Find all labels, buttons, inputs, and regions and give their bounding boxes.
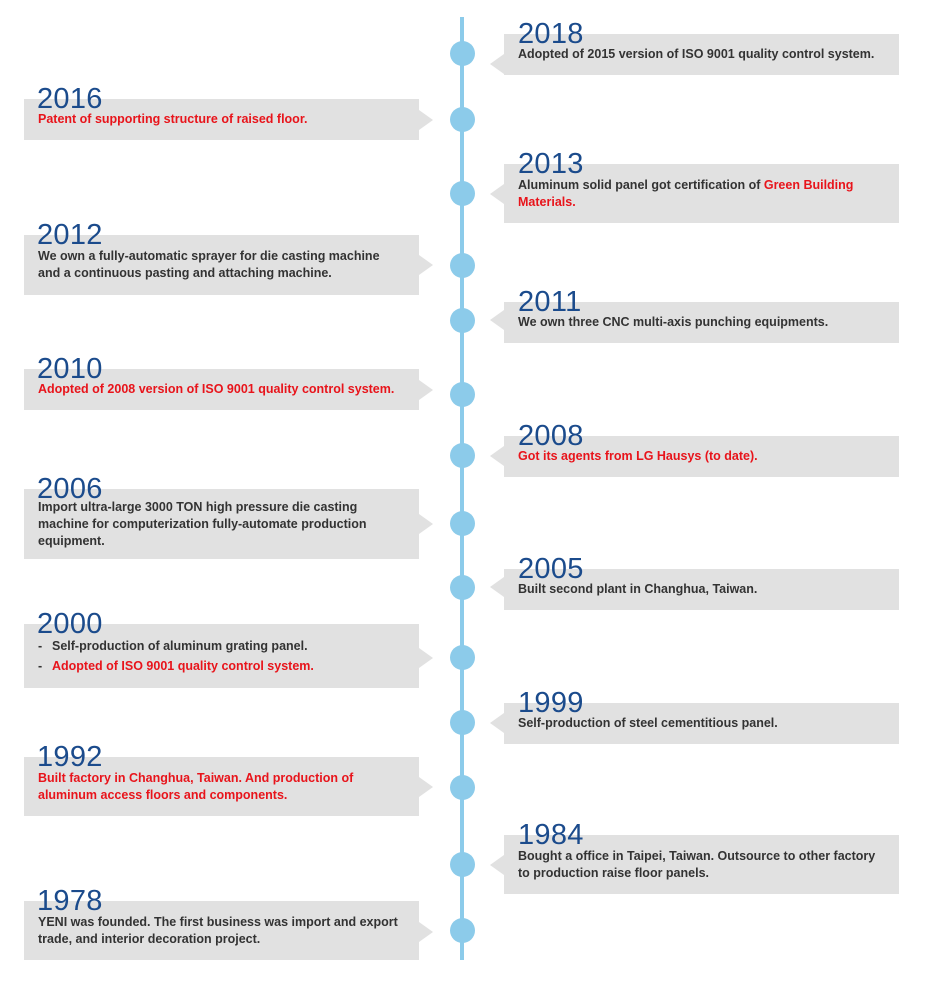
entry-pointer <box>419 380 433 400</box>
entry-pointer <box>490 310 504 330</box>
entry-year: 1978 <box>37 885 103 917</box>
entry-description-line-3: equipment. <box>38 533 105 548</box>
timeline-dot-2018 <box>450 41 475 66</box>
entry-pointer <box>490 713 504 733</box>
timeline-dot-2016 <box>450 107 475 132</box>
timeline-dot-1992 <box>450 775 475 800</box>
entry-pointer <box>419 648 433 668</box>
entry-year: 2013 <box>518 148 584 180</box>
bullet-mark: - <box>38 658 43 673</box>
timeline-dot-1999 <box>450 710 475 735</box>
entry-description: Got its agents from LG Hausys (to date). <box>518 449 758 463</box>
entry-year: 2005 <box>518 553 584 585</box>
timeline-axis <box>460 17 464 960</box>
entry-description: Built second plant in Changhua, Taiwan. <box>518 582 758 596</box>
timeline-dot-2006 <box>450 511 475 536</box>
timeline-dot-2012 <box>450 253 475 278</box>
entry-description-line-2: and a continuous pasting and attaching machine. <box>38 266 332 280</box>
entry-pointer <box>419 110 433 130</box>
entry-year: 2012 <box>37 219 103 251</box>
entry-pointer <box>490 184 504 204</box>
green-building-highlight: Green Building <box>763 177 854 192</box>
entry-description-line-1: YENI was founded. The first business was import and export <box>38 914 398 929</box>
timeline-dot-2011 <box>450 308 475 333</box>
bullet-item <box>38 658 407 675</box>
entry-description-line-2: to production raise floor panels. <box>518 865 709 880</box>
entry-description-line-1: We own a fully-automatic sprayer for die casting machine <box>38 249 380 263</box>
bullet-text: Self-production of aluminum grating panel. <box>52 638 308 653</box>
entry-description-text: Aluminum solid panel got certification of <box>518 177 764 192</box>
entry-year: 1992 <box>37 741 103 773</box>
entry-description-line-1: Import ultra-large 3000 TON high pressure die casting <box>38 499 358 514</box>
entry-pointer <box>419 777 433 797</box>
entry-description-line-2: aluminum access floors and components. <box>38 787 288 802</box>
green-building-highlight-continued: Materials. <box>518 194 576 209</box>
entry-pointer <box>490 54 504 74</box>
timeline-dot-1978 <box>450 918 475 943</box>
entry-year: 2010 <box>37 353 103 385</box>
entry-description-line-1: Bought a office in Taipei, Taiwan. Outsource to other factory <box>518 848 876 863</box>
entry-year: 2011 <box>518 286 582 318</box>
entry-description: Adopted of 2008 version of ISO 9001 quality control system. <box>38 382 395 396</box>
bullet-text: Adopted of ISO 9001 quality control system. <box>52 658 314 673</box>
timeline-dot-2005 <box>450 575 475 600</box>
timeline-dot-2008 <box>450 443 475 468</box>
timeline-dot-2013 <box>450 181 475 206</box>
entry-year: 1984 <box>518 819 584 851</box>
entry-year: 2008 <box>518 420 584 452</box>
entry-year: 1999 <box>518 687 584 719</box>
entry-description-line-2: machine for computerization fully-automate production <box>38 516 367 531</box>
entry-pointer <box>490 855 504 875</box>
entry-description-line-1: Built factory in Changhua, Taiwan. And production of <box>38 770 354 785</box>
bullet-item <box>38 638 407 655</box>
entry-description: We own three CNC multi-axis punching equipments. <box>518 315 829 329</box>
entry-year: 2016 <box>37 83 103 115</box>
timeline-dot-2010 <box>450 382 475 407</box>
entry-year: 2006 <box>37 473 103 505</box>
entry-pointer <box>490 577 504 597</box>
bullet-mark: - <box>38 638 43 653</box>
timeline-dot-1984 <box>450 852 475 877</box>
entry-pointer <box>419 922 433 942</box>
entry-description: Adopted of 2015 version of ISO 9001 quality control system. <box>518 47 875 61</box>
entry-description: Patent of supporting structure of raised floor. <box>38 112 308 126</box>
entry-year: 2000 <box>37 608 103 640</box>
entry-description: Self-production of steel cementitious panel. <box>518 716 778 730</box>
entry-description-line-2: trade, and interior decoration project. <box>38 931 261 946</box>
entry-year: 2018 <box>518 18 584 50</box>
timeline-dot-2000 <box>450 645 475 670</box>
entry-pointer <box>490 446 504 466</box>
entry-pointer <box>419 514 433 534</box>
entry-pointer <box>419 255 433 275</box>
